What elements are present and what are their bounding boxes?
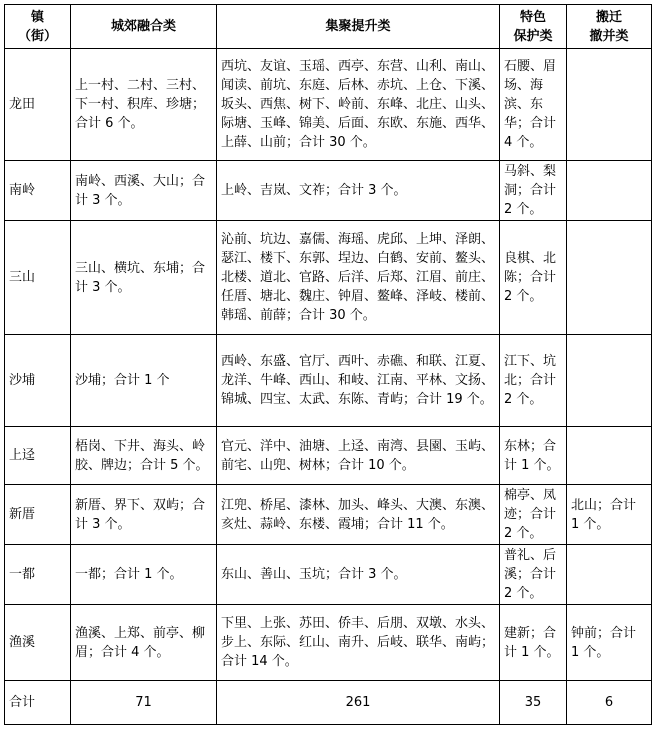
gather-cell: 江兜、桥尾、漆林、加头、峰头、大澳、东澳、亥灶、蒜岭、东楼、霞埔；合计 11 个。 <box>217 485 500 545</box>
header-feature: 特色 保护类 <box>500 5 567 49</box>
feature-cell: 建新；合计 1 个。 <box>500 605 567 681</box>
relocate-cell <box>567 221 652 335</box>
feature-cell: 东林；合计 1 个。 <box>500 427 567 485</box>
table-row <box>5 605 652 681</box>
gather-cell: 东山、善山、玉坑；合计 3 个。 <box>217 545 500 605</box>
urban-cell: 南岭、西溪、大山；合计 3 个。 <box>71 161 217 221</box>
town-cell: 沙埔 <box>5 335 71 427</box>
urban-cell: 一都；合计 1 个。 <box>71 545 217 605</box>
urban-cell: 新厝、界下、双屿；合计 3 个。 <box>71 485 217 545</box>
header-row <box>5 5 652 49</box>
feature-cell: 江下、坑北；合计 2 个。 <box>500 335 567 427</box>
gather-cell: 官元、洋中、油塘、上迳、南湾、县園、玉屿、前宅、山兜、树林；合计 10 个。 <box>217 427 500 485</box>
town-cell: 龙田 <box>5 49 71 161</box>
header-gather: 集聚提升类 <box>217 5 500 49</box>
relocate-cell <box>567 545 652 605</box>
feature-cell: 石腰、眉场、海滨、东华；合计 4 个。 <box>500 49 567 161</box>
feature-cell: 普礼、后溪；合计 2 个。 <box>500 545 567 605</box>
table-row <box>5 161 652 221</box>
town-cell: 三山 <box>5 221 71 335</box>
gather-cell: 下里、上张、苏田、侨丰、后朋、双墩、水头、步上、东际、红山、南升、后岐、联华、南屿；合计 14 个。 <box>217 605 500 681</box>
urban-cell: 沙埔；合计 1 个 <box>71 335 217 427</box>
urban-cell: 梧岗、下井、海头、岭胶、牌边；合计 5 个。 <box>71 427 217 485</box>
feature-cell: 良棋、北陈；合计 2 个。 <box>500 221 567 335</box>
urban-cell: 渔溪、上郑、前亭、柳眉；合计 4 个。 <box>71 605 217 681</box>
relocate-cell <box>567 161 652 221</box>
urban-cell: 三山、横坑、东埔；合计 3 个。 <box>71 221 217 335</box>
totals-row <box>5 681 652 725</box>
table-row <box>5 545 652 605</box>
relocate-cell <box>567 427 652 485</box>
header-town: 镇 （街） <box>5 5 71 49</box>
header-urban: 城郊融合类 <box>71 5 217 49</box>
feature-cell: 马斜、梨洞；合计 2 个。 <box>500 161 567 221</box>
town-cell: 渔溪 <box>5 605 71 681</box>
table-row <box>5 335 652 427</box>
gather-cell: 沁前、坑边、嘉儒、海瑶、虎邱、上坤、泽朗、瑟江、楼下、东郭、埕边、白鹤、安前、鳌头、北楼、道北、官路、后洋、后郑、江眉、前庄、任厝、塘北、魏庄、钟眉、鳌峰、泽岐、楼前、韩瑶、前薛；合计 30 个。 <box>217 221 500 335</box>
town-cell: 南岭 <box>5 161 71 221</box>
relocate-cell <box>567 49 652 161</box>
feature-cell: 棉亭、凤迹；合计 2 个。 <box>500 485 567 545</box>
total-gather: 261 <box>217 681 500 725</box>
gather-cell: 西岭、东盛、官厅、西叶、赤礁、和联、江夏、龙洋、牛峰、西山、和岐、江南、平林、文扬、锦城、四宝、太武、东陈、青屿；合计 19 个。 <box>217 335 500 427</box>
table-row <box>5 427 652 485</box>
total-urban: 71 <box>71 681 217 725</box>
gather-cell: 西坑、友谊、玉瑶、西亭、东营、山利、南山、闻读、前坑、东庭、后林、赤坑、上仓、下溪、坂头、西焦、树下、岭前、东峰、北庄、山头、际塘、玉峰、锦美、后面、东欧、东施、西华、上薛、山前；合计 30 个。 <box>217 49 500 161</box>
town-cell: 一都 <box>5 545 71 605</box>
urban-cell: 上一村、二村、三村、下一村、积库、珍塘；合计 6 个。 <box>71 49 217 161</box>
relocate-cell: 北山；合计 1 个。 <box>567 485 652 545</box>
total-feature: 35 <box>500 681 567 725</box>
table-row <box>5 485 652 545</box>
header-relocate: 搬迁 撤并类 <box>567 5 652 49</box>
totals-label: 合计 <box>5 681 71 725</box>
total-relocate: 6 <box>567 681 652 725</box>
gather-cell: 上岭、吉岚、文祚；合计 3 个。 <box>217 161 500 221</box>
table-row <box>5 49 652 161</box>
town-cell: 上迳 <box>5 427 71 485</box>
relocate-cell <box>567 335 652 427</box>
village-classification-table <box>4 4 652 725</box>
town-cell: 新厝 <box>5 485 71 545</box>
table-row <box>5 221 652 335</box>
relocate-cell: 钟前；合计 1 个。 <box>567 605 652 681</box>
